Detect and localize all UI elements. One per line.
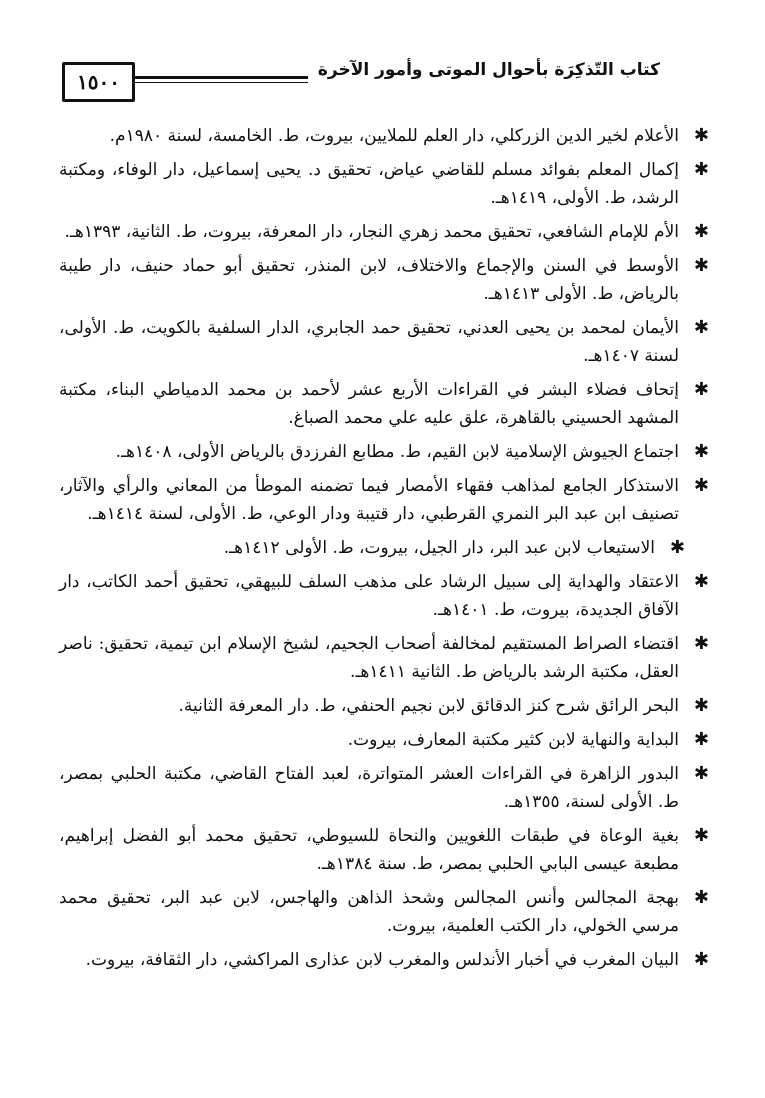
entry-text: الأعلام لخير الدين الزركلي، دار العلم للملايين، بيروت، ط. الخامسة، لسنة ١٩٨٠م. — [109, 126, 679, 146]
bibliography-entry — [59, 472, 709, 528]
asterisk-bullet-icon: ✱ — [693, 159, 709, 180]
bibliography-entry — [59, 692, 709, 720]
entry-text: إكمال المعلم بفوائد مسلم للقاضي عياض، تحقيق د. يحيى إسماعيل، دار الوفاء، ومكتبة الرشد، ط. الأولى، ١٤١٩هـ. — [59, 160, 679, 208]
entry-text: بغية الوعاة في طبقات اللغويين والنحاة للسيوطي، تحقيق محمد أبو الفضل إبراهيم، مطبعة عيسى البابي الحلبي بمصر، ط. سنة ١٣٨٤هـ. — [59, 826, 679, 874]
bibliography-entry — [59, 760, 709, 816]
asterisk-bullet-icon: ✱ — [693, 949, 709, 970]
entry-text: اقتضاء الصراط المستقيم لمخالفة أصحاب الجحيم، لشيخ الإسلام ابن تيمية، تحقيق: ناصر العقل، مكتبة الرشد بالرياض ط. الثانية ١٤١١هـ. — [59, 634, 679, 682]
page-header — [62, 54, 660, 102]
entry-text: الاستذكار الجامع لمذاهب فقهاء الأمصار فيما تضمنه الموطأ من المعاني والرأي والآثار، تصنيف ابن عبد البر النمري القرطبي، دار قتيبة ودار الوعي، ط. الأولى، لسنة ١٤١٤هـ. — [59, 476, 679, 524]
asterisk-bullet-icon: ✱ — [693, 763, 709, 784]
asterisk-bullet-icon: ✱ — [693, 441, 709, 462]
bibliography-entry — [59, 218, 709, 246]
asterisk-bullet-icon: ✱ — [693, 633, 709, 654]
asterisk-bullet-icon: ✱ — [669, 537, 685, 558]
entry-text: الأوسط في السنن والإجماع والاختلاف، لابن المنذر، تحقيق أبو حماد حنيف، دار طيبة بالرياض، ط. الأولى ١٤١٣هـ. — [59, 256, 679, 304]
asterisk-bullet-icon: ✱ — [693, 729, 709, 750]
bibliography-entry — [59, 534, 685, 562]
entry-text: بهجة المجالس وأنس المجالس وشحذ الذاهن والهاجس، لابن عبد البر، تحقيق محمد مرسي الخولي، دار الكتب العلمية، بيروت. — [59, 888, 679, 936]
bibliography-entry — [59, 376, 709, 432]
entry-text: اجتماع الجيوش الإسلامية لابن القيم، ط. مطابع الفرزدق بالرياض الأولى، ١٤٠٨هـ. — [115, 442, 679, 462]
asterisk-bullet-icon: ✱ — [693, 695, 709, 716]
asterisk-bullet-icon: ✱ — [693, 571, 709, 592]
asterisk-bullet-icon: ✱ — [693, 317, 709, 338]
running-title: كتاب التّذكِرَة بأحوال الموتى وأمور الآخرة — [308, 56, 660, 84]
entry-text: إتحاف فضلاء البشر في القراءات الأربع عشر لأحمد بن محمد الدمياطي البناء، مكتبة المشهد الحسيني بالقاهرة، علق عليه علي محمد الصباغ. — [59, 380, 679, 428]
entry-text: البدور الزاهرة في القراءات العشر المتواترة، لعبد الفتاح القاضي، مكتبة الحلبي بمصر، ط. الأولى لسنة، ١٣٥٥هـ. — [59, 764, 679, 812]
asterisk-bullet-icon: ✱ — [693, 825, 709, 846]
bibliography-entry — [59, 314, 709, 370]
entry-text: الاستيعاب لابن عبد البر، دار الجيل، بيروت، ط. الأولى ١٤١٢هـ. — [223, 538, 655, 558]
bibliography-entry — [59, 946, 709, 974]
entry-text: البيان المغرب في أخبار الأندلس والمغرب لابن عذارى المراكشي، دار الثقافة، بيروت. — [85, 950, 679, 970]
entry-text: الأيمان لمحمد بن يحيى العدني، تحقيق حمد الجابري، الدار السلفية بالكويت، ط. الأولى، لسنة ١٤٠٧هـ. — [59, 318, 679, 366]
entry-text: الأم للإمام الشافعي، تحقيق محمد زهري النجار، دار المعرفة، بيروت، ط. الثانية، ١٣٩٣هـ. — [64, 222, 679, 242]
bibliography-entry — [59, 252, 709, 308]
bibliography-entry — [59, 122, 709, 150]
asterisk-bullet-icon: ✱ — [693, 887, 709, 908]
bibliography-entry — [59, 822, 709, 878]
entry-text: البداية والنهاية لابن كثير مكتبة المعارف، بيروت. — [347, 730, 679, 750]
asterisk-bullet-icon: ✱ — [693, 379, 709, 400]
bibliography-entry — [59, 156, 709, 212]
bibliography-list — [59, 122, 709, 980]
entry-text: البحر الرائق شرح كنز الدقائق لابن نجيم الحنفي، ط. دار المعرفة الثانية. — [178, 696, 679, 716]
bibliography-entry — [59, 568, 709, 624]
bibliography-entry — [59, 884, 709, 940]
bibliography-entry — [59, 438, 709, 466]
bibliography-entry — [59, 630, 709, 686]
entry-text: الاعتقاد والهداية إلى سبيل الرشاد على مذهب السلف للبيهقي، تحقيق أحمد الكاتب، دار الآفاق الجديدة، بيروت، ط. ١٤٠١هـ. — [59, 572, 679, 620]
asterisk-bullet-icon: ✱ — [693, 475, 709, 496]
asterisk-bullet-icon: ✱ — [693, 125, 709, 146]
page-number: ١٥٠٠ — [62, 62, 135, 102]
bibliography-entry — [59, 726, 709, 754]
asterisk-bullet-icon: ✱ — [693, 255, 709, 276]
asterisk-bullet-icon: ✱ — [693, 221, 709, 242]
